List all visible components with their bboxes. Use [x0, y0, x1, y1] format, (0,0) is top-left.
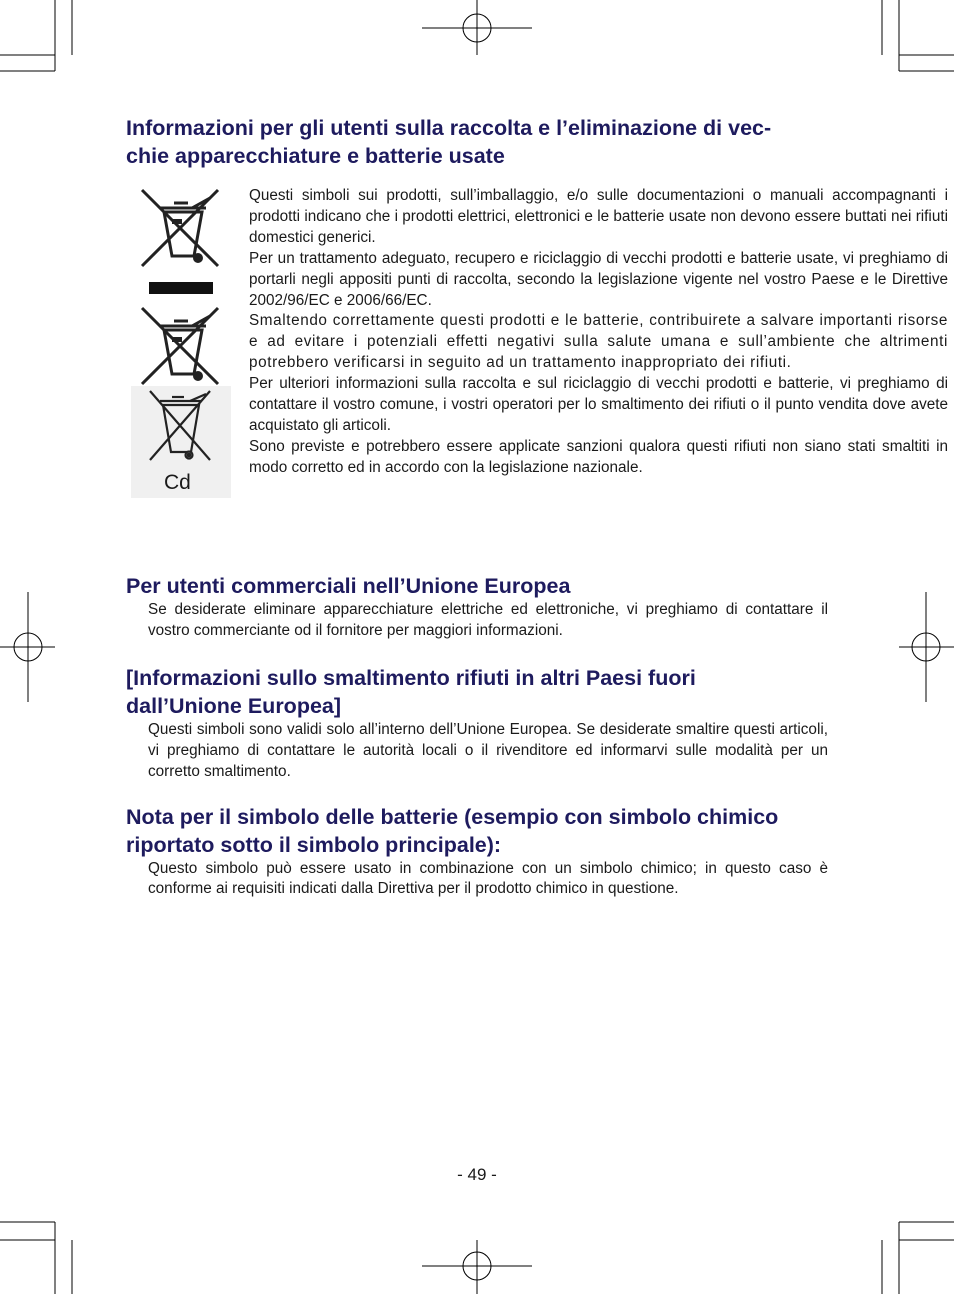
section-commercial-eu [126, 572, 828, 642]
section-heading [126, 803, 828, 859]
main-heading [126, 114, 828, 170]
symbols-column [126, 186, 236, 506]
page-number: - 49 - [457, 1165, 497, 1184]
intro-paragraph-3: Smaltendo correttamente questi prodotti e le batterie, contribuirete a salvare importanti risorse e ad evitare i potenziali effetti negativi sulla salute umana e sull’ambiente che altrimenti potrebbero verificarsi in seguito ad un trattamento inappropriato dei rifiuti. [249, 312, 948, 372]
black-bar-icon [149, 282, 213, 294]
section-heading-line-2: dall’Unione Europea] [126, 693, 342, 718]
section-heading-line-2: riportato sotto il simbolo principale): [126, 832, 502, 857]
section-body: Questo simbolo può essere usato in combinazione con un simbolo chimico; in questo caso è conforme ai requisiti indicati dalla Direttiva per il prodotto chimico in questione. [148, 859, 828, 898]
intro-text [249, 186, 948, 479]
main-heading-line-1: Informazioni per gli utenti sulla raccolta e l’eliminazione di vec- [126, 116, 772, 140]
intro-paragraph-5: Sono previste e potrebbero essere applicate sanzioni qualora questi rifiuti non siano stati smaltiti in modo corretto ed in accordo con la legislazione nazionale. [249, 437, 948, 476]
section-heading: Per utenti commerciali nell’Unione Europea [126, 574, 571, 598]
section-heading-line-1: [Informazioni sullo smaltimento rifiuti in altri Paesi fuori [126, 665, 696, 690]
intro-block [126, 186, 948, 542]
crossed-bin-icon [142, 190, 218, 266]
chemical-symbol-label: Cd [164, 471, 191, 494]
section-heading-line-1: Nota per il simbolo delle batterie (esempio con simbolo chimico [126, 804, 779, 829]
intro-paragraph-4: Per ulteriori informazioni sulla raccolta e sul riciclaggio di vecchi prodotti e batterie, vi preghiamo di contattare il vostro comune, i vostri operatori per lo smaltimento dei rifiuti o il punto vendita dove avete acquistato gli articoli. [249, 375, 948, 434]
intro-paragraph-1: Questi simboli sui prodotti, sull’imballaggio, e/o sulle documentazioni o manuali accompagnanti i prodotti indicano che i prodotti elettrici, elettronici e le batterie usate non devono essere buttati nei rifiuti domestici generici. [249, 187, 948, 246]
crossed-bin-with-bar-icon [142, 308, 218, 384]
section-battery-symbol [126, 803, 828, 901]
intro-paragraph-2: Per un trattamento adeguato, recupero e riciclaggio di vecchi prodotti e batterie usate, vi preghiamo di portarli negli appositi punti di raccolta, secondo la legislazione vigente nel vostro Paese e le Direttive 2002/96/EC e 2006/66/EC. [249, 249, 948, 309]
main-heading-line-2: chie apparecchiature e batterie usate [126, 144, 505, 168]
symbols-svg [126, 186, 236, 501]
section-body: Se desiderate eliminare apparecchiature elettriche ed elettroniche, vi preghiamo di contattare il vostro commerciante od il fornitore per maggiori informazioni. [148, 601, 828, 639]
page-content [126, 114, 948, 900]
section-body: Questi simboli sono validi solo all’interno dell’Unione Europea. Se desiderate smaltire questi articoli, vi preghiamo di contattare le autorità locali o il rivenditore ed informarvi sulle modalità per un corretto smaltimento. [148, 720, 828, 780]
section-outside-eu [126, 664, 828, 783]
section-heading [126, 664, 828, 720]
